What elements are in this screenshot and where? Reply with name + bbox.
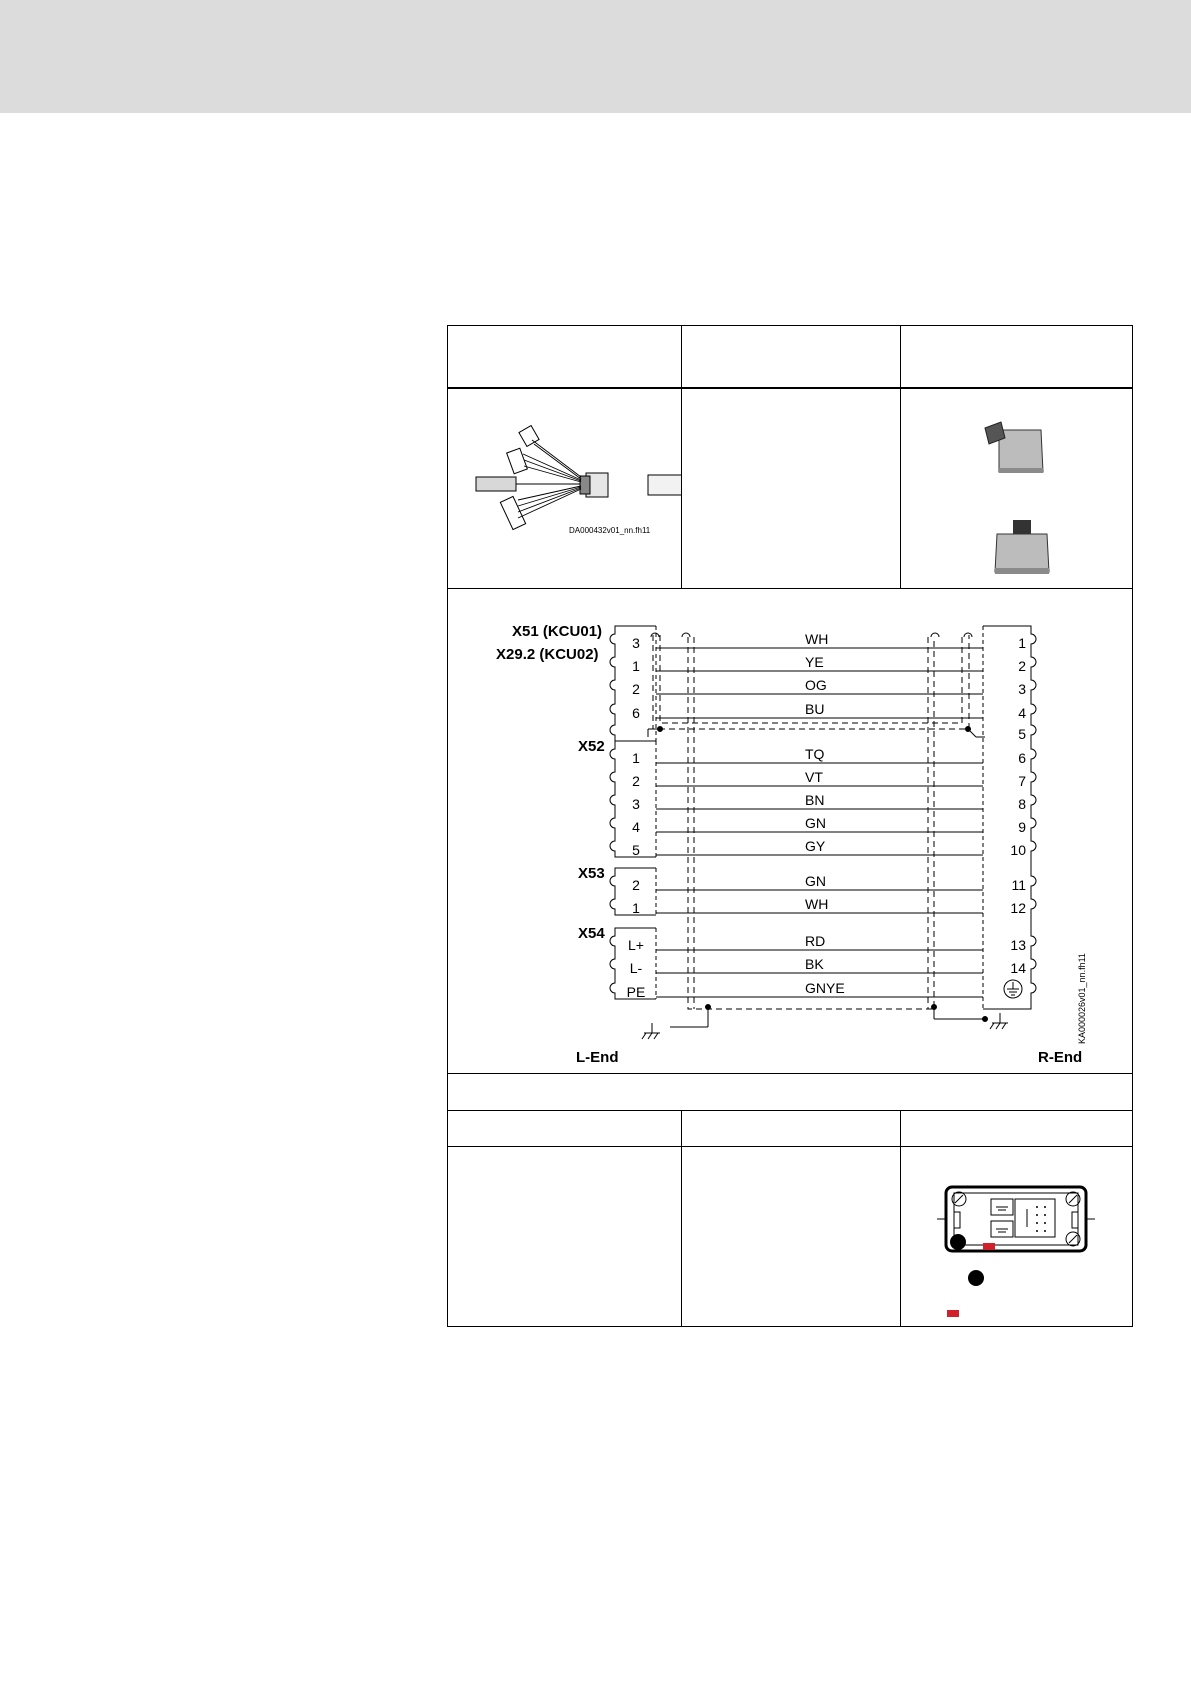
column-divider — [681, 1111, 682, 1146]
connector-label: X51 (KCU01) — [512, 623, 603, 640]
cable-images-row — [448, 388, 1132, 589]
header-band — [0, 0, 1191, 113]
left-pin-label: 5 — [632, 842, 640, 858]
connector-straight — [995, 520, 1049, 574]
connector-illustrations — [901, 388, 1132, 588]
left-pin-label: 3 — [632, 635, 640, 651]
wire-color-label: BN — [805, 792, 825, 808]
connector-angled — [985, 422, 1043, 473]
cable-illustration — [448, 388, 681, 588]
right-pin-label: 3 — [1018, 681, 1026, 697]
right-pin-label: 9 — [1018, 819, 1026, 835]
ground-symbol-right — [990, 1013, 1008, 1029]
wire-color-label: WH — [805, 896, 829, 912]
connector-label: X52 — [578, 738, 605, 755]
wire-color-label: YE — [805, 654, 824, 670]
wire-color-label: GN — [805, 873, 826, 889]
left-pin-label: L- — [629, 960, 643, 976]
wire-color-label: VT — [805, 769, 823, 785]
wire-color-label: TQ — [805, 746, 825, 762]
wire-color-label: WH — [805, 631, 829, 647]
right-pin-label: 2 — [1018, 658, 1026, 674]
coding-dot-marker — [950, 1234, 966, 1250]
right-pin-label: 4 — [1018, 705, 1026, 721]
legend-red-marker — [947, 1310, 959, 1317]
ground-symbol-left — [642, 1023, 660, 1039]
connector-label: X53 — [578, 865, 605, 882]
connector-label: X54 — [578, 925, 605, 942]
left-pin-label: 2 — [632, 681, 640, 697]
left-pin-label: PE — [626, 984, 646, 1000]
wire-color-label: BU — [805, 701, 825, 717]
wire-color-label: RD — [805, 933, 826, 949]
cable-figure-caption: DA000432v01_nn.fh11 — [569, 526, 651, 535]
right-pin-label: 13 — [1010, 937, 1026, 953]
column-divider — [900, 1111, 901, 1146]
red-marker-on-connector — [983, 1243, 995, 1250]
column-divider — [681, 388, 682, 588]
right-pin-label: 12 — [1010, 900, 1026, 916]
table-span-row — [448, 1074, 1132, 1111]
left-pin-label: L+ — [628, 937, 644, 953]
wiring-diagram-row — [448, 589, 1132, 1074]
legend-dot-marker — [968, 1270, 984, 1286]
column-divider — [900, 326, 901, 387]
right-pin-label: 5 — [1018, 726, 1026, 742]
left-pin-label: 1 — [632, 750, 640, 766]
right-end-label: R-End — [1038, 1049, 1083, 1066]
column-divider — [681, 1147, 682, 1326]
right-pin-label: 7 — [1018, 773, 1026, 789]
right-pin-label: 11 — [1011, 877, 1026, 893]
right-pin-label: 1 — [1018, 635, 1026, 651]
connector-detail-row — [448, 1147, 1132, 1326]
table-subheader-row — [448, 1111, 1132, 1147]
wire-color-label: GY — [805, 838, 826, 854]
left-pin-label: 2 — [632, 877, 640, 893]
connector-label: X29.2 (KCU02) — [496, 646, 599, 663]
left-pin-label: 3 — [632, 796, 640, 812]
column-divider — [681, 326, 682, 387]
right-pin-label: 14 — [1010, 960, 1026, 976]
wire-color-label: GN — [805, 815, 826, 831]
left-pin-label: 2 — [632, 773, 640, 789]
connector-front-view — [901, 1147, 1132, 1326]
wire-color-label: BK — [805, 956, 824, 972]
right-pin-label: 10 — [1010, 842, 1026, 858]
right-pin-label: 8 — [1018, 796, 1026, 812]
wire-color-label: GNYE — [805, 980, 845, 996]
cable-spec-table — [447, 325, 1133, 1327]
left-pin-label: 6 — [632, 705, 640, 721]
wire-color-label: OG — [805, 677, 827, 693]
right-pin-label: 6 — [1018, 750, 1026, 766]
table-header-row — [448, 326, 1132, 389]
diagram-figure-id: KA000026v01_nn.fh11 — [1077, 953, 1087, 1044]
wiring-diagram — [448, 589, 1132, 1073]
left-pin-label: 1 — [632, 658, 640, 674]
left-end-label: L-End — [576, 1049, 619, 1066]
left-pin-label: 4 — [632, 819, 640, 835]
earth-ground-icon — [1004, 980, 1022, 998]
left-pin-label: 1 — [632, 900, 640, 916]
